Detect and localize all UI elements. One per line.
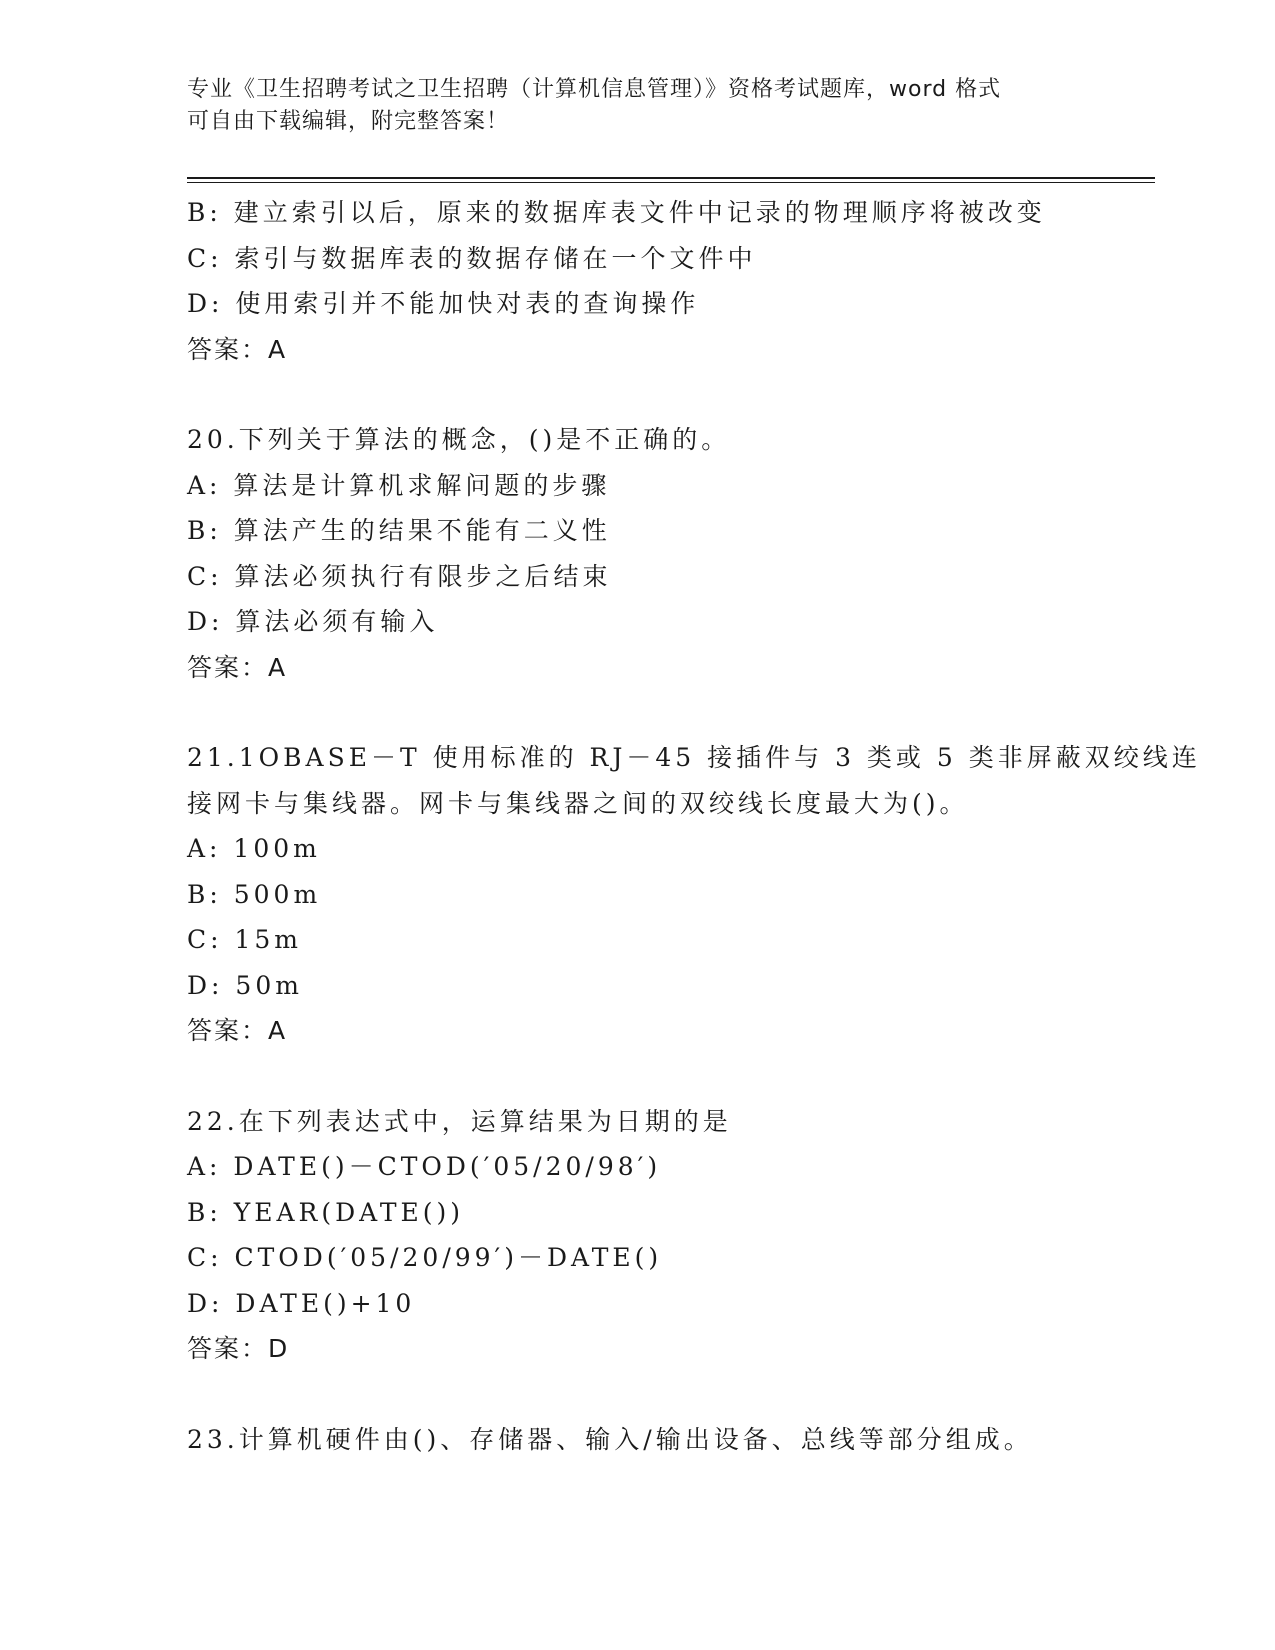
option-d: D: 算法必须有输入 (187, 607, 439, 636)
header-rule-top (187, 177, 1155, 179)
answer: 答案：A (187, 652, 288, 682)
option-c: C: CTOD(′05/20/99′)－DATE() (187, 1243, 663, 1272)
answer: 答案：A (187, 1016, 288, 1045)
header-line-1: 专业《卫生招聘考试之卫生招聘（计算机信息管理）》资格考试题库，word 格式 (187, 77, 1002, 102)
spacer (187, 1054, 1147, 1099)
question-stem-line-1: 21.1OBASE－T 使用标准的 RJ－45 接插件与 3 类或 5 类非屏蔽双绞线连 (187, 743, 1201, 772)
answer: 答案：D (187, 1334, 290, 1363)
question-20 (187, 417, 1147, 690)
page-header (187, 74, 1087, 138)
question-stem: 22.在下列表达式中，运算结果为日期的是 (187, 1106, 732, 1136)
spacer (187, 372, 1147, 417)
question-22 (187, 1099, 1147, 1372)
question-23 (187, 1417, 1147, 1463)
option-c: C: 算法必须执行有限步之后结束 (187, 561, 612, 591)
answer: 答案：A (187, 334, 288, 364)
option-d: D: DATE()+10 (187, 1288, 416, 1318)
option-b: B: 500m (187, 879, 322, 909)
option-b: B: 建立索引以后，原来的数据库表文件中记录的物理顺序将被改变 (187, 198, 1046, 227)
option-a: A: DATE()－CTOD(′05/20/98′) (187, 1152, 662, 1181)
option-d: D: 使用索引并不能加快对表的查询操作 (187, 289, 700, 318)
option-a: A: 100m (187, 834, 321, 863)
question-stem: 20.下列关于算法的概念，()是不正确的。 (187, 425, 731, 454)
spacer (187, 690, 1147, 735)
question-19 (187, 190, 1147, 372)
option-d: D: 50m (187, 970, 303, 1000)
question-list (187, 190, 1201, 1462)
header-rule-bottom (187, 182, 1155, 183)
header-line-2: 可自由下载编辑，附完整答案！ (187, 109, 510, 134)
option-c: C: 索引与数据库表的数据存储在一个文件中 (187, 243, 757, 273)
option-b: B: 算法产生的结果不能有二义性 (187, 516, 611, 545)
option-c: C: 15m (187, 925, 303, 954)
spacer (187, 1372, 1147, 1417)
question-stem-line-2: 接网卡与集线器。网卡与集线器之间的双绞线长度最大为()。 (187, 788, 969, 818)
question-stem: 23.计算机硬件由()、存储器、输入/输出设备、总线等部分组成。 (187, 1424, 1033, 1454)
question-21 (187, 735, 1201, 1054)
option-a: A: 算法是计算机求解问题的步骤 (187, 470, 611, 500)
option-b: B: YEAR(DATE()) (187, 1197, 465, 1227)
